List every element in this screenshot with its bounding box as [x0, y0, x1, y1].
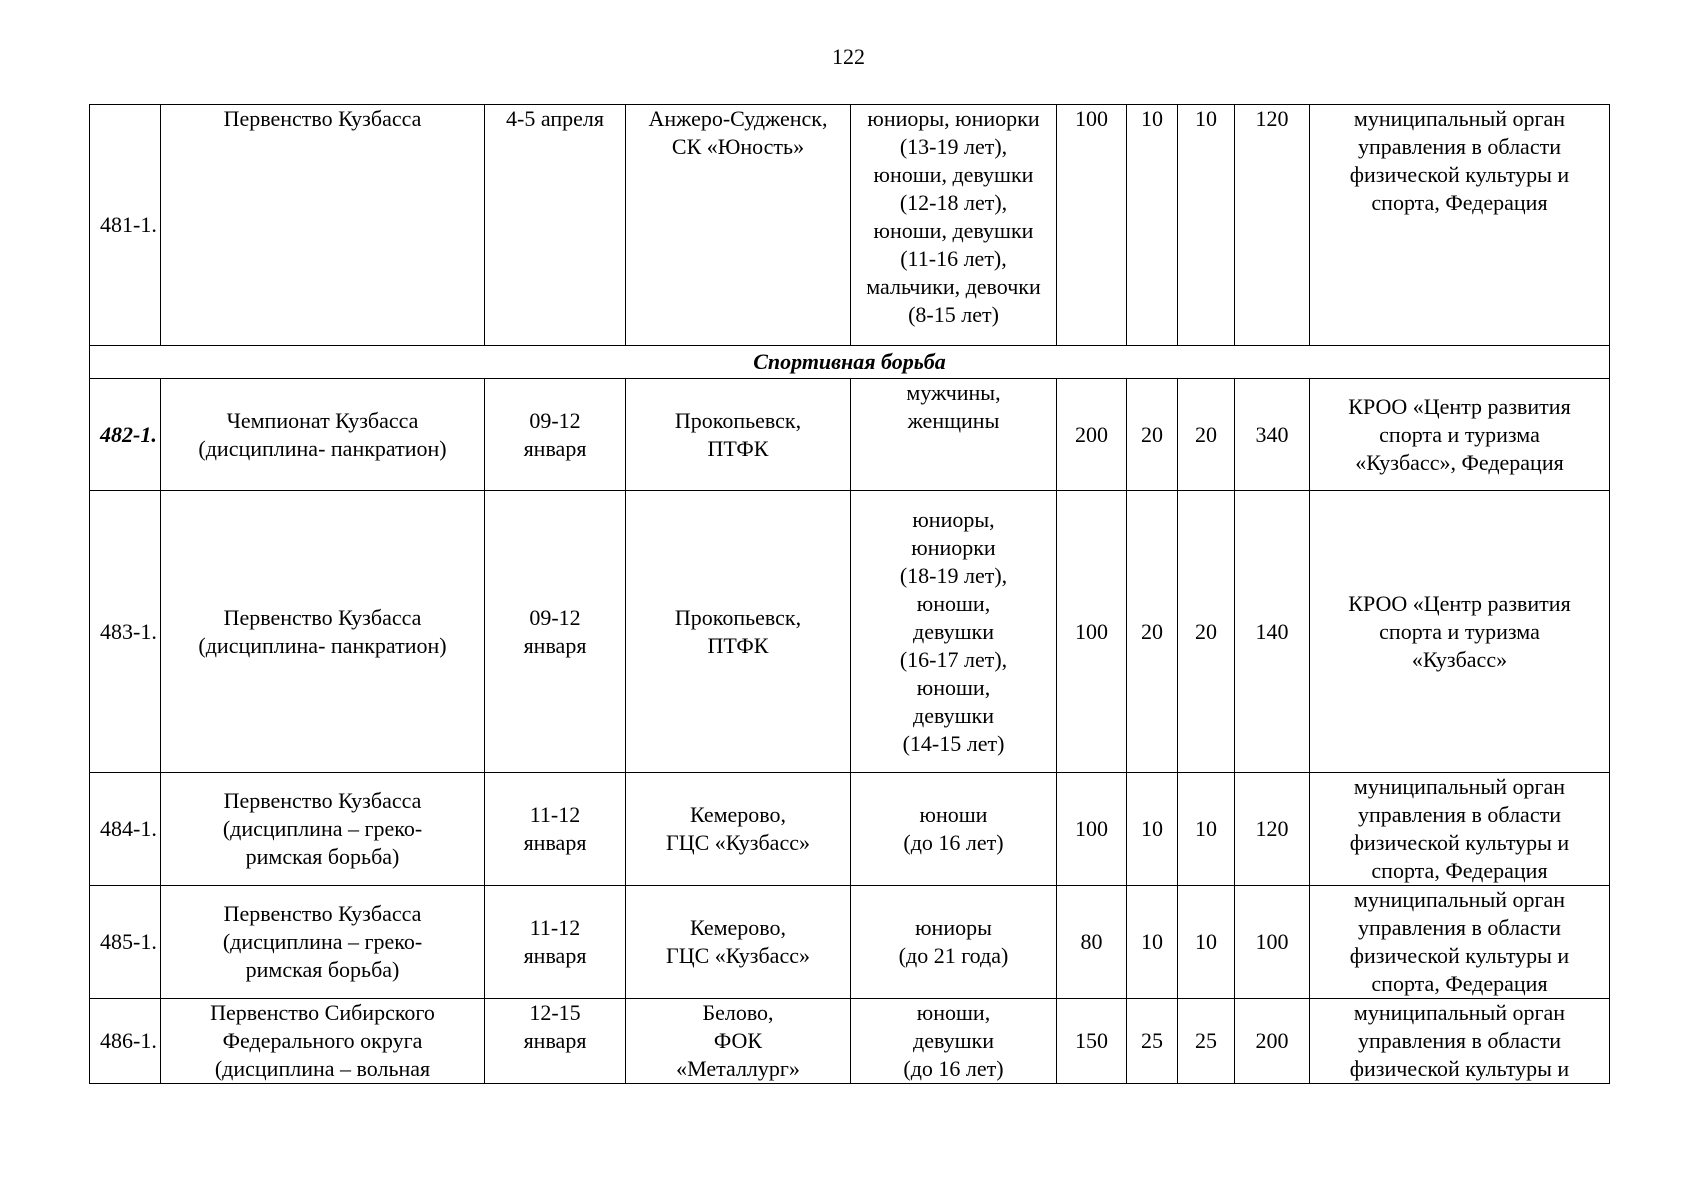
count-1: 100 — [1057, 773, 1127, 886]
participants: мужчины, женщины — [851, 379, 1057, 491]
participants: юниоры, юниорки (18-19 лет), юноши, девушки (16-17 лет), юноши, девушки (14-15 лет) — [851, 491, 1057, 773]
event-name: Первенство Кузбасса — [161, 105, 485, 346]
organizer: КРОО «Центр развития спорта и туризма «Кузбасс», Федерация — [1310, 379, 1610, 491]
event-place: Кемерово, ГЦС «Кузбасс» — [626, 886, 851, 999]
event-name: Первенство Кузбасса (дисциплина- панкратион) — [161, 491, 485, 773]
count-total: 140 — [1235, 491, 1310, 773]
event-place: Анжеро-Судженск, СК «Юность» — [626, 105, 851, 346]
count-total: 100 — [1235, 886, 1310, 999]
count-1: 150 — [1057, 999, 1127, 1084]
participants: юниоры, юниорки (13-19 лет), юноши, девушки (12-18 лет), юноши, девушки (11-16 лет), мальчики, девочки (8-15 лет) — [851, 105, 1057, 346]
page-number: 122 — [832, 44, 865, 69]
organizer: муниципальный орган управления в области физической культуры и спорта, Федерация — [1310, 105, 1610, 346]
count-2: 10 — [1127, 886, 1178, 999]
count-2: 20 — [1127, 491, 1178, 773]
count-2: 10 — [1127, 105, 1178, 346]
event-place: Прокопьевск, ПТФК — [626, 491, 851, 773]
event-name: Чемпионат Кузбасса (дисциплина- панкратион) — [161, 379, 485, 491]
count-3: 10 — [1178, 773, 1235, 886]
count-total: 120 — [1235, 105, 1310, 346]
event-date: 09-12 января — [485, 379, 626, 491]
row-number: 486-1. — [90, 999, 161, 1084]
count-1: 100 — [1057, 491, 1127, 773]
event-name: Первенство Кузбасса (дисциплина – греко- римская борьба) — [161, 773, 485, 886]
row-number: 484-1. — [90, 773, 161, 886]
participants: юниоры (до 21 года) — [851, 886, 1057, 999]
table-row — [90, 379, 1610, 491]
section-row — [90, 346, 1610, 379]
section-title: Спортивная борьба — [90, 346, 1610, 379]
event-date: 11-12 января — [485, 773, 626, 886]
count-3: 25 — [1178, 999, 1235, 1084]
row-number: 483-1. — [90, 491, 161, 773]
count-3: 10 — [1178, 886, 1235, 999]
organizer: муниципальный орган управления в области физической культуры и спорта, Федерация — [1310, 773, 1610, 886]
event-place: Прокопьевск, ПТФК — [626, 379, 851, 491]
organizer: муниципальный орган управления в области физической культуры и спорта, Федерация — [1310, 886, 1610, 999]
table-row — [90, 999, 1610, 1084]
count-2: 25 — [1127, 999, 1178, 1084]
count-1: 200 — [1057, 379, 1127, 491]
event-date: 11-12 января — [485, 886, 626, 999]
event-date: 09-12 января — [485, 491, 626, 773]
table-row — [90, 491, 1610, 773]
count-1: 100 — [1057, 105, 1127, 346]
count-2: 20 — [1127, 379, 1178, 491]
row-number: 481-1. — [90, 105, 161, 346]
count-3: 20 — [1178, 379, 1235, 491]
count-3: 20 — [1178, 491, 1235, 773]
row-number: 485-1. — [90, 886, 161, 999]
table-row — [90, 773, 1610, 886]
participants: юноши, девушки (до 16 лет) — [851, 999, 1057, 1084]
count-total: 340 — [1235, 379, 1310, 491]
table-row — [90, 105, 1610, 346]
event-date: 12-15 января — [485, 999, 626, 1084]
table-row — [90, 886, 1610, 999]
event-date: 4-5 апреля — [485, 105, 626, 346]
row-number: 482-1. — [90, 379, 161, 491]
event-place: Кемерово, ГЦС «Кузбасс» — [626, 773, 851, 886]
event-place: Белово, ФОК «Металлург» — [626, 999, 851, 1084]
count-2: 10 — [1127, 773, 1178, 886]
participants: юноши (до 16 лет) — [851, 773, 1057, 886]
events-table — [89, 104, 1610, 1084]
count-total: 120 — [1235, 773, 1310, 886]
event-name: Первенство Кузбасса (дисциплина – греко- римская борьба) — [161, 886, 485, 999]
count-total: 200 — [1235, 999, 1310, 1084]
event-name: Первенство Сибирского Федерального округа (дисциплина – вольная — [161, 999, 485, 1084]
organizer: КРОО «Центр развития спорта и туризма «Кузбасс» — [1310, 491, 1610, 773]
count-3: 10 — [1178, 105, 1235, 346]
organizer: муниципальный орган управления в области физической культуры и — [1310, 999, 1610, 1084]
count-1: 80 — [1057, 886, 1127, 999]
